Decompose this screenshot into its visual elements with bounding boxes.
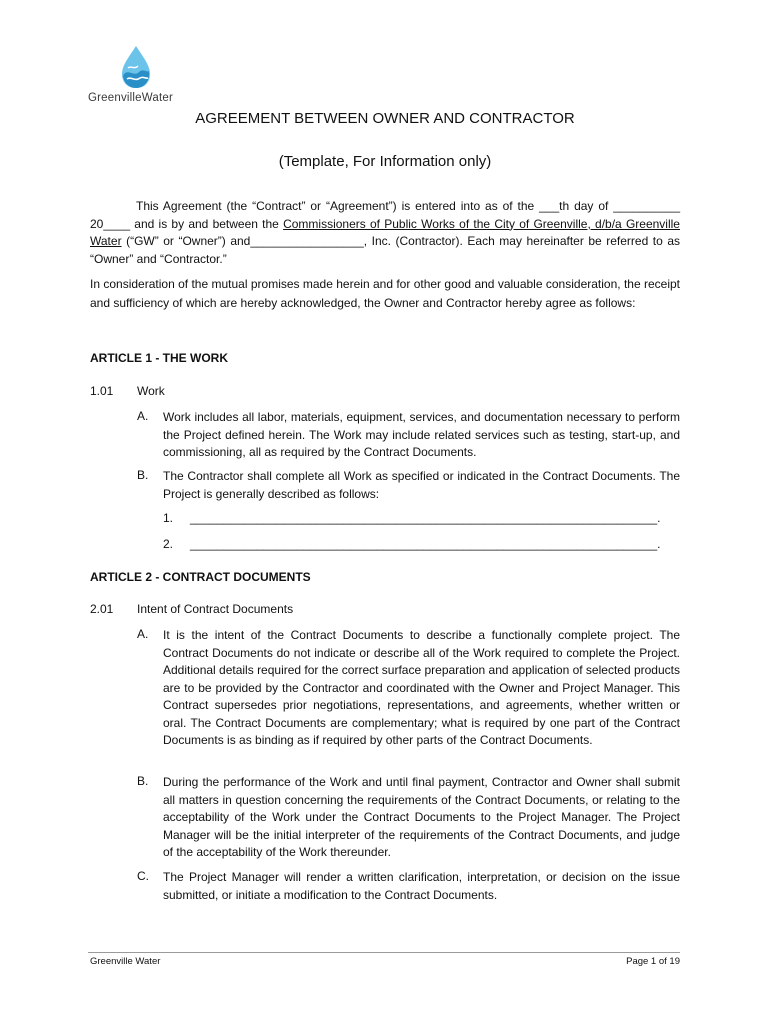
item-1-01-b-text: The Contractor shall complete all Work as specified or indicated in the Contract Documents. The Project is generally described as follows: [163,469,680,501]
section-2-01-number: 2.01 [90,602,114,616]
item-1-01-a-letter: A. [137,409,149,423]
item-1-01-b-letter: B. [137,468,149,482]
section-1-01-title: Work [137,384,165,398]
item-2-01-b-text: During the performance of the Work and until final payment, Contractor and Owner shall submit all matters in question concerning the requirements of the Contract Documents, or relating to the acceptability of the Work under the Contract Documents to the Project Manager. The Project Manager will be the initial interpreter of the requirements of the Contract Documents, and judge of the acceptability of the Work thereunder. [163,775,680,859]
numbered-item-2-blank: ______________________________________________________________________. [190,537,661,551]
item-2-01-b-letter: B. [137,774,149,788]
section-2-01-title: Intent of Contract Documents [137,602,294,616]
article-2-heading: ARTICLE 2 - CONTRACT DOCUMENTS [90,570,311,584]
water-drop-logo-icon [118,44,154,90]
numbered-item-2: 2. [163,537,174,551]
section-1-01-number: 1.01 [90,384,114,398]
document-title: AGREEMENT BETWEEN OWNER AND CONTRACTOR [195,110,575,127]
intro-part2: (“GW” or “Owner”) and_________________, Inc. (Contractor). Each may hereinafter be referred to as “Owner” and “Contractor.” [90,234,680,266]
document-subtitle: (Template, For Information only) [278,153,492,170]
numbered-item-1-blank: ______________________________________________________________________. [190,511,661,525]
item-2-01-c-text: The Project Manager will render a written clarification, interpretation, or decision on the issue submitted, or initiate a modification to the Contract Documents. [163,870,680,902]
footer-divider [88,952,680,953]
item-2-01-c-letter: C. [137,869,149,883]
footer-org-name: Greenville Water [90,956,161,967]
item-2-01-a-letter: A. [137,627,149,641]
article-1-heading: ARTICLE 1 - THE WORK [90,351,228,365]
footer-page-number: Page 1 of 19 [626,956,680,967]
consideration-paragraph: In consideration of the mutual promises made herein and for other good and valuable consideration, the receipt and sufficiency of which are hereby acknowledged, the Owner and Contractor hereby agree as follows: [90,277,680,310]
logo-text: GreenvilleWater [88,92,174,104]
greenville-water-logo [88,44,184,106]
intro-part1: This Agreement (the “Contract” or “Agreement”) is entered into as of the ___th day of __________ 20____ and is by and between the [90,199,680,231]
numbered-item-1: 1. [163,511,174,525]
intro-paragraph [90,198,680,268]
item-2-01-a-text: It is the intent of the Contract Documents to describe a functionally complete project. The Contract Documents do not indicate or describe all of the Work required to complete the Project. Additional details required for the correct surface preparation and application of selected products are to be provided by the Contractor and coordinated with the Owner and Project Manager. This Contract supersedes prior negotiations, representations, and agreements, whether written or oral. The Contract Documents are complementary; what is required by one part of the Contract Documents is as binding as if required by other parts of the Contract Documents. [163,628,680,747]
owner-name-underlined: Commissioners of Public Works of the City of Greenville, d/b/a Greenville Water [90,216,680,248]
item-1-01-a-text: Work includes all labor, materials, equipment, services, and documentation necessary to perform the Project defined herein. The Work may include related services such as testing, start-up, and commissioning, all as required by the Contract Documents. [163,410,680,459]
